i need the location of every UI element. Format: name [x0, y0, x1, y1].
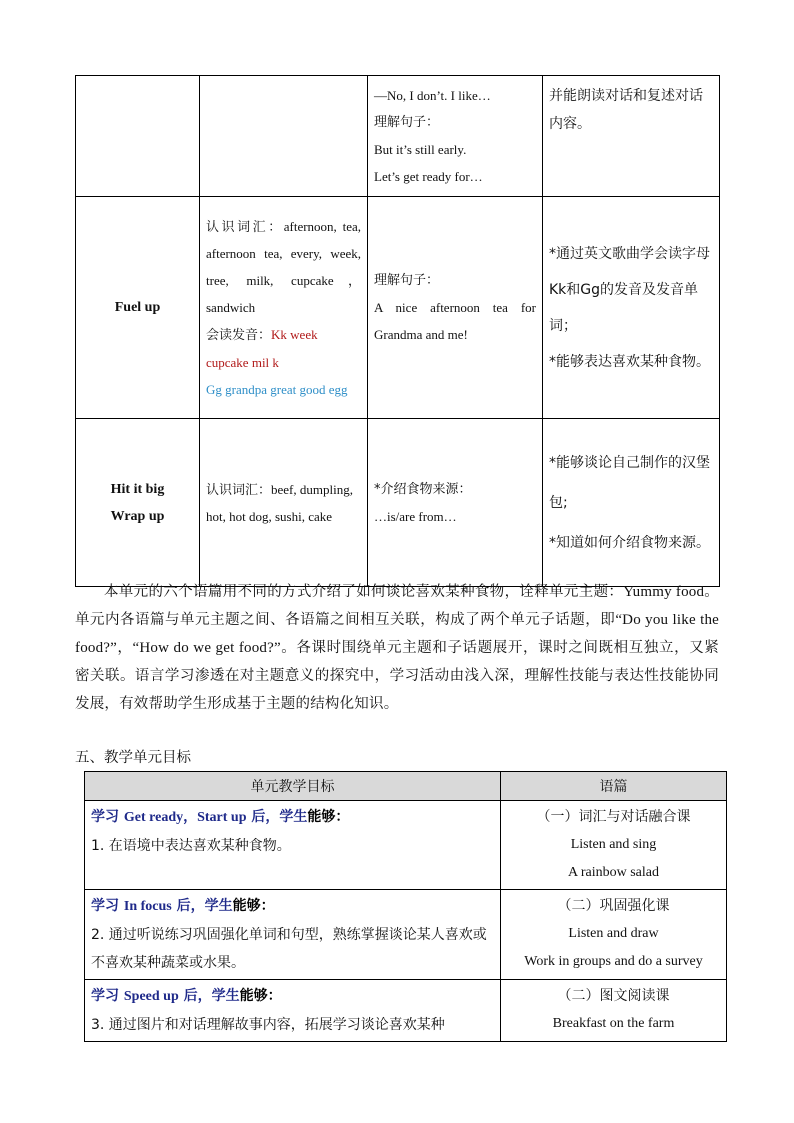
- sentences-cell: [368, 419, 543, 587]
- paragraph-text: ，: [117, 640, 133, 656]
- text-cell: [501, 890, 727, 980]
- sentence-line: —No, I don’t. I like…: [374, 88, 491, 103]
- paragraph-text: 。单元内各语篇与单元主题之间、各语篇之间相互关联，构成了两个单元子话题，即: [75, 584, 720, 628]
- goals-cell: [543, 419, 720, 587]
- objective-text: 1. 在语境中表达喜欢某种食物。: [91, 838, 291, 854]
- lesson-category: （一）词汇与对话融合课: [536, 809, 691, 825]
- text-cell: [501, 980, 727, 1042]
- subtopic-1: “Do you like the food?”: [75, 612, 719, 656]
- objective-cell: [85, 980, 501, 1042]
- goals-cell: [543, 197, 720, 419]
- sentence-text: …is/are from…: [374, 508, 457, 524]
- objective-heading: 学习 Speed up 后，学生能够：: [91, 988, 282, 1004]
- goal-item: *能够谈论自己制作的汉堡包;: [549, 454, 710, 511]
- sentence-line: But it’s still early.: [374, 142, 467, 157]
- unit-theme: Yummy food: [623, 584, 705, 600]
- vocabulary-cell: [200, 197, 368, 419]
- unit-description-paragraph: [75, 578, 719, 718]
- text-title: Listen and draw: [568, 926, 659, 941]
- gg-words: grandpa great good egg: [225, 381, 348, 397]
- sentences-label: 理解句子：: [374, 273, 440, 288]
- gg-letters: Gg: [206, 381, 222, 397]
- objective-heading: 学习 In focus 后，学生能够：: [91, 898, 275, 914]
- text-title: A rainbow salad: [568, 865, 659, 880]
- table-header-row: [85, 772, 727, 801]
- stage-cell: [76, 419, 200, 587]
- lesson-content-table: [75, 75, 720, 587]
- sentences-cell: [368, 76, 543, 197]
- sentence-line: 理解句子：: [374, 115, 440, 130]
- sentence-line: Let’s get ready for…: [374, 169, 483, 184]
- phonics-label: 会读发音：: [206, 327, 272, 343]
- subtopic-2: “How do we get food?”: [132, 640, 281, 656]
- kk-letters: Kk: [271, 326, 287, 342]
- stage-cell: [76, 76, 200, 197]
- vocabulary-text: 认识词汇：afternoon, tea, afternoon tea, every, week, tree, milk, cupcake，sandwich: [206, 218, 361, 315]
- goal-item: *能够表达喜欢某种食物。: [549, 353, 710, 370]
- column-header: 语篇: [501, 772, 727, 801]
- sentences-label: *介绍食物来源：: [374, 481, 472, 497]
- text-title: Listen and sing: [570, 837, 657, 852]
- kk-words: week cupcake mil k: [206, 326, 318, 370]
- stage-cell: Fuel up: [76, 197, 200, 419]
- stage-line: Hit it big: [110, 481, 165, 497]
- table-row: [85, 980, 727, 1042]
- column-header: 单元教学目标: [85, 772, 501, 801]
- stage-line: Wrap up: [110, 508, 165, 524]
- paragraph-text: 。各课时围绕单元主题和子话题展开，课时之间既相互独立，又紧密关联。语言学习渗透在对主题意义的探究中，学习活动由浅入深，理解性技能与表达性技能协同发展，有效帮助学生形成基于主题的结构化知识。: [75, 640, 719, 712]
- objective-cell: [85, 890, 501, 980]
- paragraph-text: 本单元的六个语篇用不同的方式介绍了如何谈论喜欢某种食物，诠释单元主题：: [104, 584, 624, 600]
- objective-text: 3. 通过图片和对话理解故事内容，拓展学习谈论喜欢某种: [91, 1017, 445, 1033]
- table-row: [76, 197, 720, 419]
- section-title: 五、教学单元目标: [75, 750, 191, 766]
- table-row: [76, 76, 720, 197]
- goals-cell: 并能朗读对话和复述对话内容。: [543, 76, 720, 197]
- text-title: Breakfast on the farm: [552, 1016, 675, 1031]
- objective-text: 2. 通过听说练习巩固强化单词和句型，熟练掌握谈论某人喜欢或不喜欢某种蔬菜或水果。: [91, 927, 487, 971]
- table-row: [85, 801, 727, 890]
- objective-cell: [85, 801, 501, 890]
- text-cell: [501, 801, 727, 890]
- goal-item: *知道如何介绍食物来源。: [549, 534, 710, 551]
- table-row: [76, 419, 720, 587]
- lesson-category: （二）巩固强化课: [557, 898, 670, 914]
- text-title: Work in groups and do a survey: [524, 954, 703, 969]
- objective-heading: 学习 Get ready，Start up 后，学生能够：: [91, 809, 350, 825]
- vocabulary-cell: [200, 76, 368, 197]
- sentences-cell: [368, 197, 543, 419]
- lesson-category: （二）图文阅读课: [557, 988, 670, 1004]
- sentence-text: A nice afternoon tea for Grandma and me!: [374, 300, 536, 342]
- vocabulary-cell: 认识词汇：beef, dumpling, hot, hot dog, sushi, cake: [200, 419, 368, 587]
- table-row: [85, 890, 727, 980]
- goal-item: *通过英文歌曲学会读字母Kk和Gg的发音及发音单词；: [549, 245, 710, 334]
- unit-objectives-table: [84, 771, 727, 1042]
